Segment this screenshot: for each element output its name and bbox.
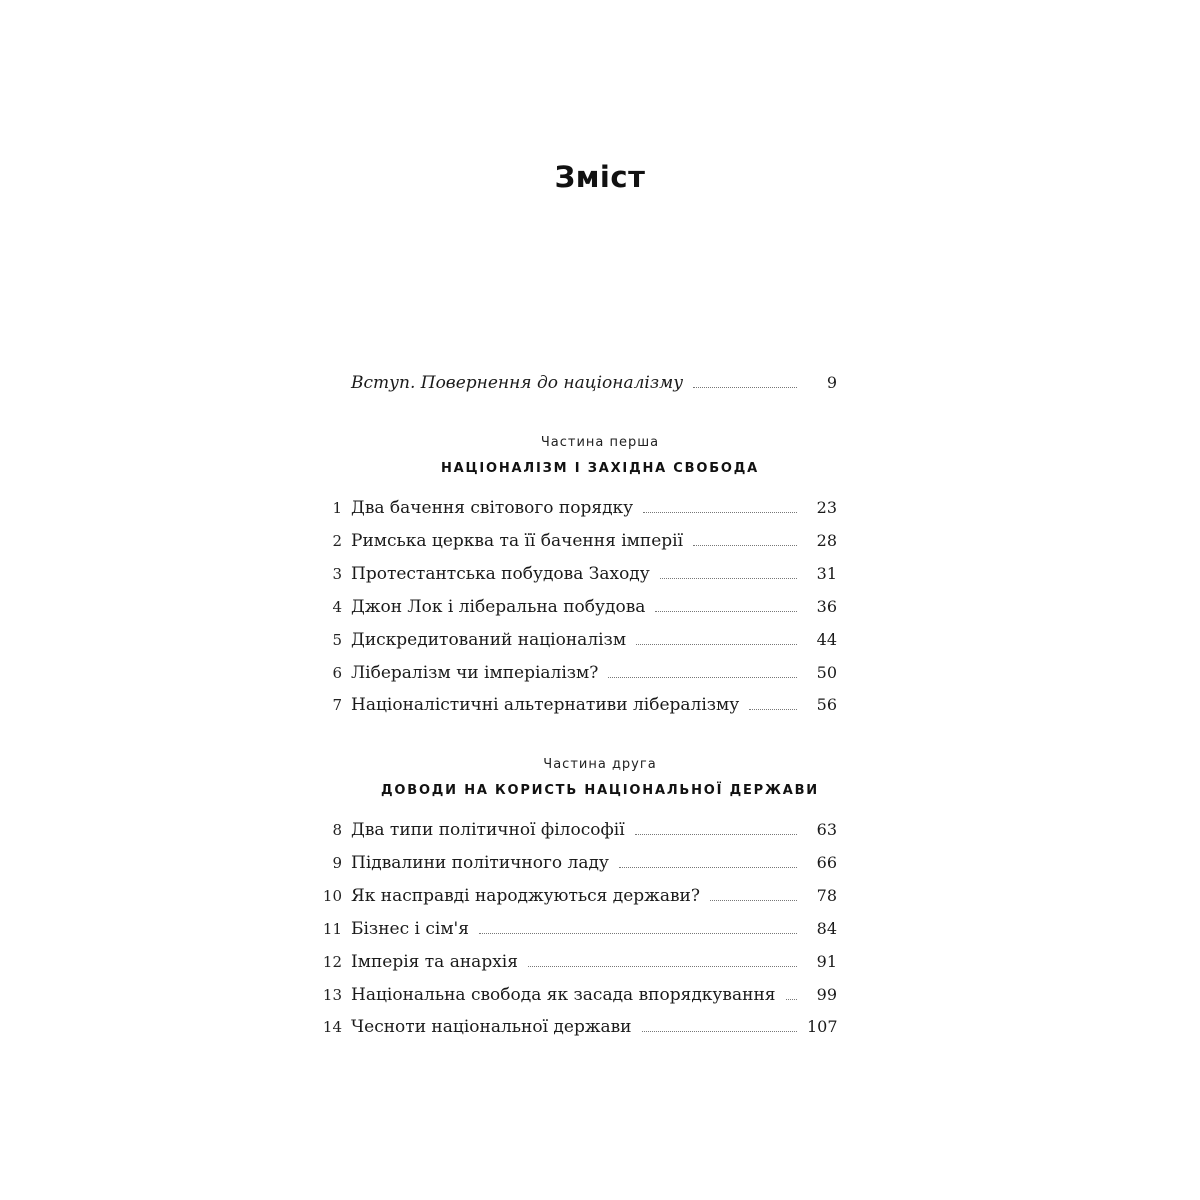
chapter-number: 12 bbox=[322, 953, 342, 971]
dot-leader bbox=[479, 932, 797, 934]
intro-title: Вступ. Повернення до націоналізму bbox=[351, 373, 684, 393]
dot-leader bbox=[635, 833, 797, 835]
dot-leader bbox=[660, 577, 797, 579]
dot-leader bbox=[710, 899, 797, 901]
dot-leader bbox=[693, 386, 797, 388]
chapter-page: 66 bbox=[816, 853, 837, 872]
chapter-title: Чесноти національної держави bbox=[351, 1017, 632, 1037]
chapter-number: 4 bbox=[332, 598, 342, 616]
toc-chapter-row bbox=[315, 660, 837, 686]
part-one-label: Частина перша bbox=[540, 435, 660, 450]
chapter-page: 63 bbox=[816, 820, 837, 839]
chapter-title: Два типи політичної філософії bbox=[351, 820, 625, 840]
chapter-title: Римська церква та її бачення імперії bbox=[351, 531, 684, 551]
toc-chapter-row bbox=[315, 883, 837, 909]
chapter-number: 1 bbox=[332, 499, 342, 517]
chapter-number: 2 bbox=[332, 532, 342, 550]
dot-leader bbox=[636, 643, 797, 645]
part-two-label: Частина друга bbox=[543, 757, 657, 772]
toc-chapter-row bbox=[315, 627, 837, 653]
chapter-title: Національна свобода як засада впорядкування bbox=[351, 985, 776, 1005]
chapter-title: Підвалини політичного ладу bbox=[351, 853, 609, 873]
toc-chapter-row bbox=[315, 1014, 837, 1040]
toc-chapter-row bbox=[315, 528, 837, 554]
chapter-page: 50 bbox=[816, 663, 837, 682]
toc-chapter-row bbox=[315, 916, 837, 942]
chapter-number: 8 bbox=[332, 821, 342, 839]
toc-chapter-row bbox=[315, 850, 837, 876]
chapter-page: 23 bbox=[816, 498, 837, 517]
dot-leader bbox=[528, 965, 797, 967]
dot-leader bbox=[643, 511, 797, 513]
chapter-page: 99 bbox=[816, 985, 837, 1004]
dot-leader bbox=[749, 708, 797, 710]
chapter-page: 91 bbox=[816, 952, 837, 971]
chapter-title: Бізнес і сім'я bbox=[351, 919, 469, 939]
toc-chapter-row bbox=[315, 594, 837, 620]
chapter-title: Як насправді народжуються держави? bbox=[351, 886, 700, 906]
dot-leader bbox=[608, 676, 797, 678]
chapter-title: Джон Лок і ліберальна побудова bbox=[351, 597, 646, 617]
page-title: Зміст bbox=[554, 160, 646, 194]
chapter-number: 3 bbox=[332, 565, 342, 583]
chapter-page: 36 bbox=[816, 597, 837, 616]
chapter-page: 84 bbox=[816, 919, 837, 938]
chapter-number: 14 bbox=[322, 1018, 342, 1036]
dot-leader bbox=[655, 610, 797, 612]
intro-page: 9 bbox=[826, 373, 837, 392]
chapter-number: 7 bbox=[332, 696, 342, 714]
dot-leader bbox=[619, 866, 797, 868]
dot-leader bbox=[786, 998, 797, 1000]
chapter-number: 10 bbox=[322, 887, 342, 905]
chapter-title: Імперія та анархія bbox=[351, 952, 518, 972]
chapter-number: 11 bbox=[322, 920, 342, 938]
chapter-title: Лібералізм чи імперіалізм? bbox=[351, 663, 599, 683]
chapter-title: Два бачення світового порядку bbox=[351, 498, 634, 518]
toc-chapter-row bbox=[315, 982, 837, 1008]
chapter-page: 56 bbox=[816, 695, 837, 714]
chapter-number: 6 bbox=[332, 664, 342, 682]
toc-chapter-row bbox=[315, 692, 837, 718]
chapter-number: 13 bbox=[322, 986, 342, 1004]
chapter-page: 28 bbox=[816, 531, 837, 550]
chapter-title: Націоналістичні альтернативи лібералізму bbox=[351, 695, 740, 715]
toc-chapter-row bbox=[315, 495, 837, 521]
chapter-title: Дискредитований націоналізм bbox=[351, 630, 627, 650]
chapter-number: 5 bbox=[332, 631, 342, 649]
chapter-page: 44 bbox=[816, 630, 837, 649]
toc-chapter-row bbox=[315, 561, 837, 587]
dot-leader bbox=[693, 544, 797, 546]
part-one-title: НАЦІОНАЛІЗМ І ЗАХІДНА СВОБОДА bbox=[440, 461, 760, 476]
chapter-page: 78 bbox=[816, 886, 837, 905]
chapter-page: 31 bbox=[816, 564, 837, 583]
part-two-title: ДОВОДИ НА КОРИСТЬ НАЦІОНАЛЬНОЇ ДЕРЖАВИ bbox=[381, 783, 819, 798]
chapter-page: 107 bbox=[807, 1017, 838, 1036]
chapter-title: Протестантська побудова Заходу bbox=[351, 564, 650, 584]
toc-chapter-row bbox=[315, 949, 837, 975]
toc-chapter-row bbox=[315, 817, 837, 843]
dot-leader bbox=[642, 1030, 797, 1032]
chapter-number: 9 bbox=[332, 854, 342, 872]
toc-intro-row bbox=[315, 370, 837, 396]
